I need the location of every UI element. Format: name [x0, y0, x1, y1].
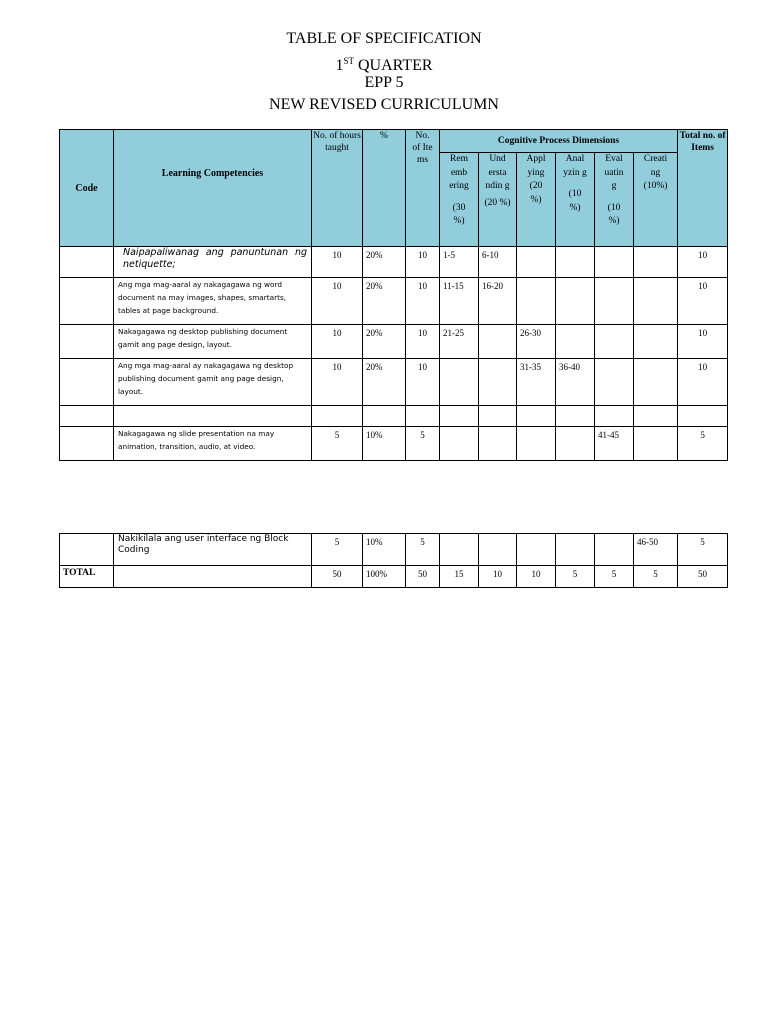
cell-hours: 10	[312, 325, 363, 359]
cell-competency: Ang mga mag-aaral ay nakagagawa ng word document na may images, shapes, smartarts, tables at page background.	[114, 278, 312, 325]
cell-analyzing	[556, 406, 595, 427]
cell-code	[60, 325, 114, 359]
cell-competency	[114, 566, 312, 588]
cell-total: 5	[678, 427, 728, 461]
cell-remembering	[440, 534, 479, 566]
cell-evaluating	[595, 359, 634, 406]
cell-analyzing	[556, 534, 595, 566]
header-remembering-label: Rem emb ering	[449, 154, 469, 191]
cell-understanding	[479, 406, 517, 427]
header-analyzing-label: Anal yzin g	[563, 154, 587, 178]
total-total: 50	[678, 566, 728, 588]
header-analyzing-pct: (10 %)	[568, 189, 582, 213]
cell-creating	[634, 325, 678, 359]
cell-applying	[517, 406, 556, 427]
total-creating: 5	[634, 566, 678, 588]
cell-code	[60, 406, 114, 427]
cell-total: 5	[678, 534, 728, 566]
quarter-superscript: ST	[343, 56, 354, 66]
cell-analyzing	[556, 247, 595, 278]
table-row	[60, 325, 728, 359]
total-hours: 50	[312, 566, 363, 588]
header-creating: Creati ng (10%)	[634, 153, 678, 247]
subject-label: EPP 5	[364, 74, 404, 91]
header-evaluating-label: Eval uatin g	[604, 154, 624, 191]
quarter-label	[0, 50, 768, 72]
cell-competency: Nakagagawa ng desktop publishing document gamit ang page design, layout.	[114, 325, 312, 359]
curriculum-label: NEW REVISED CURRICULUMN	[269, 96, 499, 113]
header-cognitive-process-dimensions: Cognitive Process Dimensions	[440, 130, 678, 153]
cell-understanding	[479, 534, 517, 566]
cell-code	[60, 534, 114, 566]
cell-hours	[312, 406, 363, 427]
cell-percent: 10%	[363, 534, 406, 566]
cell-remembering: 1-5	[440, 247, 479, 278]
cell-competency: Nakagagawa ng slide presentation na may animation, transition, audio, at video.	[114, 427, 312, 461]
cell-percent: 10%	[363, 427, 406, 461]
header-understanding	[479, 153, 517, 247]
header-understanding-label: Und ersta ndin g	[485, 154, 510, 191]
table-row	[60, 427, 728, 461]
cell-items: 5	[406, 427, 440, 461]
specification-table	[59, 129, 728, 461]
cell-total: 10	[678, 247, 728, 278]
cell-creating	[634, 278, 678, 325]
cell-analyzing: 36-40	[556, 359, 595, 406]
cell-total: 10	[678, 278, 728, 325]
cell-competency	[114, 406, 312, 427]
cell-evaluating	[595, 278, 634, 325]
cell-percent: 20%	[363, 359, 406, 406]
cell-items: 5	[406, 534, 440, 566]
total-row	[60, 566, 728, 588]
header-understanding-pct: (20 %)	[484, 197, 511, 208]
header-number-of-items: No. of Ite ms	[406, 130, 440, 247]
cell-items	[406, 406, 440, 427]
specification-table-continued	[59, 533, 728, 588]
total-analyzing: 5	[556, 566, 595, 588]
total-percent: 100%	[363, 566, 406, 588]
cell-applying: 31-35	[517, 359, 556, 406]
header-analyzing	[556, 153, 595, 247]
cell-code	[60, 427, 114, 461]
cell-evaluating	[595, 247, 634, 278]
total-items: 50	[406, 566, 440, 588]
cell-applying: 26-30	[517, 325, 556, 359]
cell-remembering: 11-15	[440, 278, 479, 325]
cell-competency: Naipapaliwanag ang panuntunan ng netiquette;	[114, 247, 312, 278]
document-title-block	[0, 28, 768, 116]
cell-understanding: 16-20	[479, 278, 517, 325]
header-applying: Appl ying (20 %)	[517, 153, 556, 247]
cell-remembering	[440, 359, 479, 406]
table-row	[60, 278, 728, 325]
total-evaluating: 5	[595, 566, 634, 588]
cell-percent: 20%	[363, 278, 406, 325]
cell-remembering	[440, 406, 479, 427]
header-code: Code	[60, 130, 114, 247]
cell-items: 10	[406, 325, 440, 359]
cell-percent: 20%	[363, 325, 406, 359]
table-row	[60, 406, 728, 427]
cell-code	[60, 359, 114, 406]
cell-total: 10	[678, 359, 728, 406]
table-row	[60, 247, 728, 278]
total-label: TOTAL	[60, 566, 114, 588]
cell-creating	[634, 359, 678, 406]
cell-understanding	[479, 427, 517, 461]
cell-creating	[634, 247, 678, 278]
cell-competency: Ang mga mag-aaral ay nakagagawa ng desktop publishing document gamit ang page design, layout.	[114, 359, 312, 406]
header-hours-taught: No. of hours taught	[312, 130, 363, 247]
total-applying: 10	[517, 566, 556, 588]
header-evaluating	[595, 153, 634, 247]
header-total-items: Total no. of Items	[678, 130, 728, 247]
header-remembering	[440, 153, 479, 247]
cell-analyzing	[556, 325, 595, 359]
cell-evaluating: 41-45	[595, 427, 634, 461]
header-percent: %	[363, 130, 406, 247]
cell-understanding	[479, 359, 517, 406]
cell-competency: Nakikilala ang user interface ng Block Coding	[114, 534, 312, 566]
cell-items: 10	[406, 278, 440, 325]
header-evaluating-pct: (10 %)	[607, 202, 621, 226]
cell-analyzing	[556, 278, 595, 325]
cell-total: 10	[678, 325, 728, 359]
cell-percent: 20%	[363, 247, 406, 278]
cell-understanding	[479, 325, 517, 359]
cell-evaluating	[595, 325, 634, 359]
total-understanding: 10	[479, 566, 517, 588]
cell-evaluating	[595, 406, 634, 427]
cell-code	[60, 278, 114, 325]
cell-hours: 5	[312, 427, 363, 461]
cell-items: 10	[406, 247, 440, 278]
total-remembering: 15	[440, 566, 479, 588]
header-learning-competencies: Learning Competencies	[114, 130, 312, 247]
cell-code	[60, 247, 114, 278]
cell-analyzing	[556, 427, 595, 461]
cell-creating	[634, 406, 678, 427]
cell-applying	[517, 534, 556, 566]
cell-hours: 10	[312, 247, 363, 278]
cell-total	[678, 406, 728, 427]
header-remembering-pct: (30 %)	[452, 202, 466, 226]
cell-evaluating	[595, 534, 634, 566]
cell-applying	[517, 278, 556, 325]
cell-hours: 10	[312, 278, 363, 325]
quarter-number: 1	[335, 57, 344, 74]
cell-remembering	[440, 427, 479, 461]
cell-creating	[634, 427, 678, 461]
cell-creating: 46-50	[634, 534, 678, 566]
cell-hours: 5	[312, 534, 363, 566]
cell-items: 10	[406, 359, 440, 406]
cell-applying	[517, 427, 556, 461]
cell-understanding: 6-10	[479, 247, 517, 278]
document-title: TABLE OF SPECIFICATION	[286, 30, 482, 47]
cell-applying	[517, 247, 556, 278]
table-row	[60, 534, 728, 566]
table-row	[60, 359, 728, 406]
cell-percent	[363, 406, 406, 427]
cell-hours: 10	[312, 359, 363, 406]
cell-remembering: 21-25	[440, 325, 479, 359]
quarter-word: QUARTER	[353, 57, 433, 74]
